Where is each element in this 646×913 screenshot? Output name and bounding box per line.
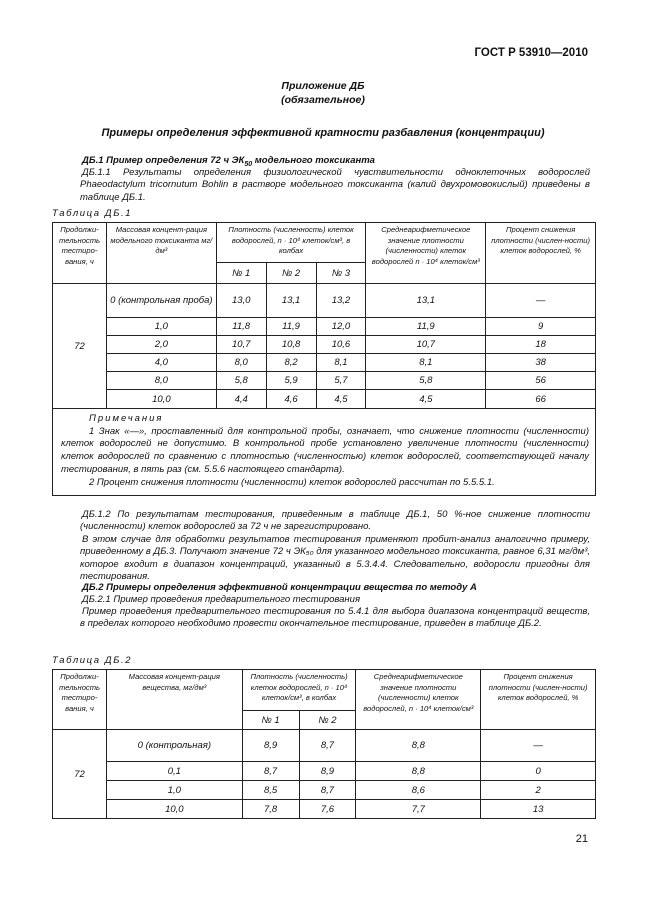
table-row xyxy=(53,781,596,800)
t1-cell: 10,8 xyxy=(266,336,316,354)
t2-cell: 8,5 xyxy=(242,781,299,800)
t1-cell: 66 xyxy=(486,390,596,409)
table-db2 xyxy=(52,669,596,819)
table-row xyxy=(53,318,596,336)
t2-cell: 0 (контрольная) xyxy=(106,730,242,762)
t1-cell: 11,9 xyxy=(366,318,486,336)
annex-heading xyxy=(0,79,646,107)
t2-header-reduction: Процент снижения плотности (числен-ности) клеток водорослей, % xyxy=(481,670,596,730)
t1-cell: 8,1 xyxy=(366,354,486,372)
t1-cell: 0 (контрольная проба) xyxy=(106,284,216,318)
t1-cell: 4,0 xyxy=(106,354,216,372)
t1-header-density: Плотность (численность) клеток водорослей, n · 10⁴ клеток/см³, в колбах xyxy=(216,223,366,263)
t1-cell: 4,6 xyxy=(266,390,316,409)
t1-header-reduction: Процент снижения плотности (числен-ности) клеток водорослей, % xyxy=(486,223,596,284)
t1-cell: 5,9 xyxy=(266,372,316,390)
t2-cell: 8,8 xyxy=(356,730,481,762)
table-row xyxy=(53,336,596,354)
t2-header-mean: Среднеарифметическое значение плотности (численности) клеток водорослей, n · 10⁴ клеток/см³ xyxy=(356,670,481,730)
t2-cell: 8,7 xyxy=(242,762,299,781)
t1-cell: 1,0 xyxy=(106,318,216,336)
t2-cell: 0,1 xyxy=(106,762,242,781)
db1-paragraph: ДБ.1.1 Результаты определения физиологической чувствительности одноклеточных водорослей Phaeodactylum tricornutum Bohlin в растворе модельного токсиканта (калий двухромовокислый) приведены в таблице ДБ.1. xyxy=(80,167,590,203)
t2-cell: 8,7 xyxy=(299,730,356,762)
t1-cell: 13,1 xyxy=(266,284,316,318)
paragraph-db1-2: ДБ.1.2 По результатам тестирования, приведенным в таблице ДБ.1, 50 %-ное снижение плотности (численности) клеток водорослей за 72 ч не зарегистрировано. xyxy=(80,509,590,533)
t2-flask-2: № 2 xyxy=(299,711,356,730)
t2-cell: 1,0 xyxy=(106,781,242,800)
t2-cell: 7,7 xyxy=(356,800,481,819)
annex-status: (обязательное) xyxy=(281,94,365,106)
table1-notes xyxy=(53,409,596,496)
document-header: ГОСТ Р 53910—2010 xyxy=(474,47,588,59)
db2-heading: ДБ.2 Примеры определения эффективной концентрации вещества по методу А xyxy=(82,582,477,593)
table-row xyxy=(53,730,596,762)
t1-cell: 10,0 xyxy=(106,390,216,409)
page-number: 21 xyxy=(575,833,588,845)
t1-cell: 10,6 xyxy=(316,336,366,354)
note-1: 1 Знак «—», проставленный для контрольной пробы, означает, что снижение плотности (численности) клеток водорослей не допустимо. В контрольной пробе установлено увеличение плотности (численности) клеток водорослей по сравнению с плотностью (численностью) клеток водорослей, соответствующей началу тестирования, в пять раз (см. 5.5.6 настоящего стандарта). xyxy=(61,425,589,475)
t1-cell: 56 xyxy=(486,372,596,390)
table-row xyxy=(53,372,596,390)
table-row xyxy=(53,354,596,372)
table-db1 xyxy=(52,222,596,496)
t1-cell: 13,0 xyxy=(216,284,266,318)
t2-flask-1: № 1 xyxy=(242,711,299,730)
t2-duration-value: 72 xyxy=(53,730,107,819)
t1-cell: 4,5 xyxy=(366,390,486,409)
t1-header-concentration: Массовая концент-рация модельного токсиканта мг/дм³ xyxy=(106,223,216,284)
t1-cell: 11,9 xyxy=(266,318,316,336)
t2-cell: 10,0 xyxy=(106,800,242,819)
t2-cell: 8,9 xyxy=(299,762,356,781)
t1-cell: 8,1 xyxy=(316,354,366,372)
t1-header-duration: Продолжи-тельность тестиро-вания, ч xyxy=(53,223,107,284)
t2-header-duration: Продолжи-тельность тестиро-вания, ч xyxy=(53,670,107,730)
section-title: Примеры определения эффективной кратности разбавления (концентрации) xyxy=(101,127,545,139)
t1-cell: — xyxy=(486,284,596,318)
t1-cell: 8,0 xyxy=(106,372,216,390)
table-row xyxy=(53,762,596,781)
t2-header-concentration: Массовая концент-рация вещества, мг/дм³ xyxy=(106,670,242,730)
t2-cell: 2 xyxy=(481,781,596,800)
t1-cell: 38 xyxy=(486,354,596,372)
t1-cell: 18 xyxy=(486,336,596,354)
t1-cell: 4,4 xyxy=(216,390,266,409)
t2-cell: 8,8 xyxy=(356,762,481,781)
notes-heading: Примечания xyxy=(89,413,164,424)
db2-subheading: ДБ.2.1 Пример проведения предварительного тестирования xyxy=(82,594,361,605)
t2-cell: 0 xyxy=(481,762,596,781)
table-row xyxy=(53,390,596,409)
t1-cell: 9 xyxy=(486,318,596,336)
t1-flask-1: № 1 xyxy=(216,263,266,284)
t1-cell: 8,2 xyxy=(266,354,316,372)
annex-title: Приложение ДБ xyxy=(281,80,365,92)
t1-header-mean: Среднеарифметическое значение плотности (численности) клеток водорослей n · 10⁴ клеток/см³ xyxy=(366,223,486,284)
db2-paragraph: Пример проведения предварительного тестирования по 5.4.1 для выбора диапазона концентраций веществ, в пределах которого необходимо провести окончательное тестирование, приведен в таблице ДБ.2. xyxy=(80,606,590,630)
table-row xyxy=(53,800,596,819)
note-2: 2 Процент снижения плотности (численности) клеток водорослей рассчитан по 5.5.5.1. xyxy=(89,476,495,488)
t2-cell: 13 xyxy=(481,800,596,819)
t1-cell: 10,7 xyxy=(216,336,266,354)
t1-cell: 12,0 xyxy=(316,318,366,336)
t1-cell: 4,5 xyxy=(316,390,366,409)
t2-cell: 7,6 xyxy=(299,800,356,819)
t2-cell: 8,9 xyxy=(242,730,299,762)
t1-duration-value: 72 xyxy=(53,284,107,409)
t2-cell: 8,7 xyxy=(299,781,356,800)
t2-header-density: Плотность (численность) клеток водорослей, n · 10⁴ клеток/см³, в колбах xyxy=(242,670,356,711)
t1-cell: 8,0 xyxy=(216,354,266,372)
t1-cell: 11,8 xyxy=(216,318,266,336)
t1-cell: 5,8 xyxy=(216,372,266,390)
t1-flask-3: № 3 xyxy=(316,263,366,284)
t1-cell: 13,1 xyxy=(366,284,486,318)
t2-cell: 8,6 xyxy=(356,781,481,800)
paragraph-probit: В этом случае для обработки результатов тестирования применяют пробит-анализ аналогично примеру, приведенному в ДБ.3. Получают значение 72 ч ЭК₅₀ для указанного модельного токсиканта, равное 6,31 мг/дм³, которое входит в диапазон концентраций, указанный в 5.3.4.4. Следовательно, водоросли пригодны для тестирования. xyxy=(80,534,590,583)
t2-cell: 7,8 xyxy=(242,800,299,819)
table1-caption: Таблица ДБ.1 xyxy=(52,208,133,219)
t1-cell: 5,8 xyxy=(366,372,486,390)
table2-caption: Таблица ДБ.2 xyxy=(52,655,133,666)
table-row xyxy=(53,284,596,318)
t2-cell: — xyxy=(481,730,596,762)
t1-cell: 5,7 xyxy=(316,372,366,390)
db1-heading: ДБ.1 Пример определения 72 ч $ЭК_{50}$ модельного токсиканта xyxy=(82,155,375,168)
t1-cell: 13,2 xyxy=(316,284,366,318)
t1-cell: 2,0 xyxy=(106,336,216,354)
t1-flask-2: № 2 xyxy=(266,263,316,284)
t1-cell: 10,7 xyxy=(366,336,486,354)
